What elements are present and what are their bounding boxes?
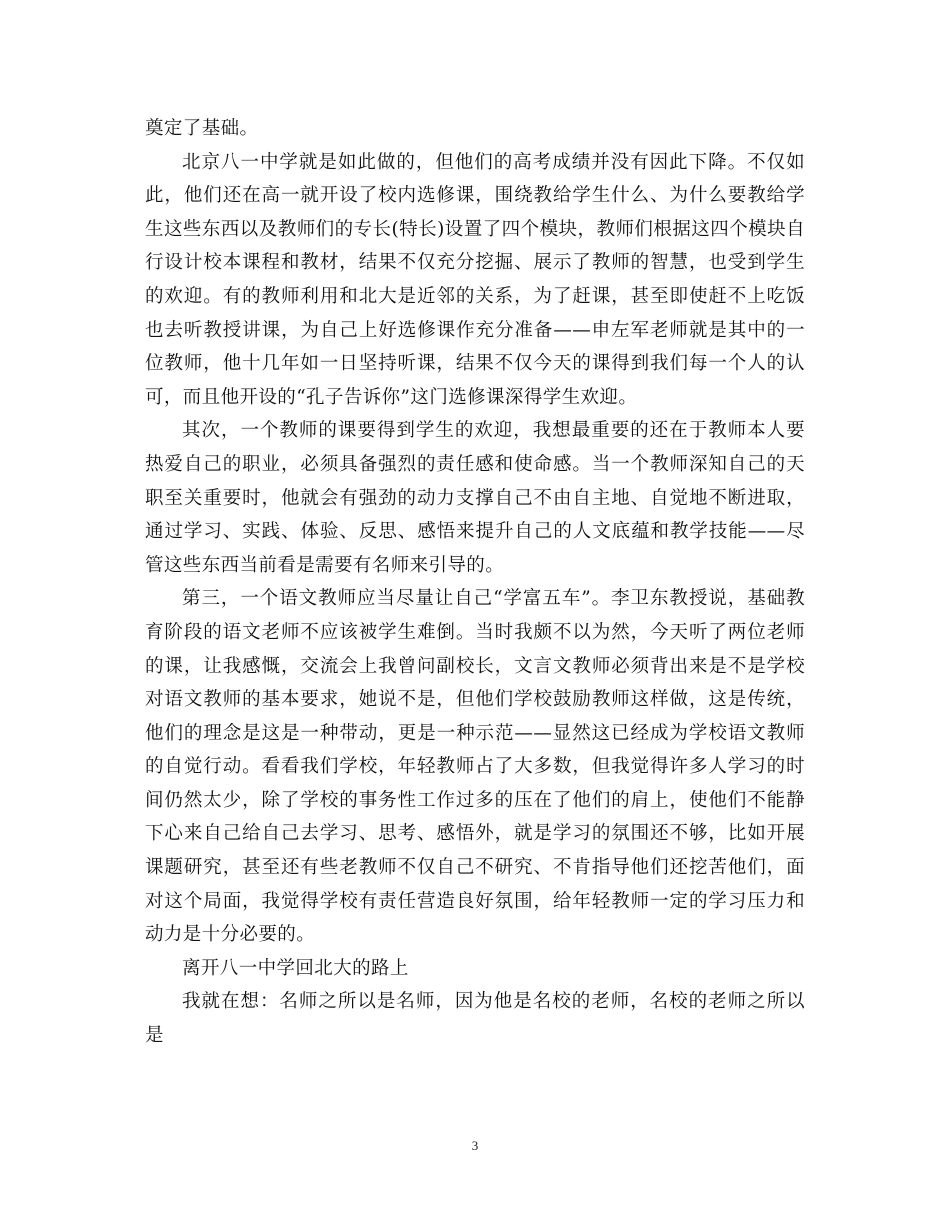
paragraph-bayi-school: 北京八一中学就是如此做的，但他们的高考成绩并没有因此下降。不仅如此，他们还在高一就开设了校内选修课，围绕教给学生什么、为什么要教给学生这些东西以及教师们的专长(特长)设置了四个模块，教师们根据这四个模块自行设计校本课程和教材，结果不仅充分挖掘、展示了教师的智慧，也受到学生的欢迎。有的教师利用和北大是近邻的关系，为了赶课，甚至即使赶不上吃饭也去听教授讲课，为自己上好选修课作充分准备——申左军老师就是其中的一位教师，他十几年如一日坚持听课，结果不仅今天的课得到我们每一个人的认可，而且他开设的“孔子告诉你”这门选修课深得学生欢迎。 [145,151,805,408]
paragraph-continuation: 奠定了基础。 [145,118,259,139]
paragraph-reflection: 我就在想：名师之所以是名师，因为他是名校的老师，名校的老师之所以是 [145,991,805,1047]
paragraph-third-point: 第三，一个语文教师应当尽量让自己“学富五车”。李卫东教授说，基础教育阶段的语文老师不应该被学生难倒。当时我颇不以为然，今天听了两位老师的课，让我感慨，交流会上我曾问副校长，文言文教师必须背出来是不是学校对语文教师的基本要求，她说不是，但他们学校鼓励教师这样做，这是传统，他们的理念是这是一种带动，更是一种示范——显然这已经成为学校语文教师的自觉行动。看看我们学校，年轻教师占了大多数，但我觉得许多人学习的时间仍然太少，除了学校的事务性工作过多的压在了他们的肩上，使他们不能静下心来自己给自己去学习、思考、感悟外，就是学习的氛围还不够，比如开展课题研究，甚至还有些老教师不仅自己不研究、不肯指导他们还挖苦他们，面对这个局面，我觉得学校有责任营造良好氛围，给年轻教师一定的学习压力和动力是十分必要的。 [145,588,805,946]
paragraph-on-the-way: 离开八一中学回北大的路上 [182,957,409,979]
document-body [145,112,805,1053]
paragraph-second-point: 其次，一个教师的课要得到学生的欢迎，我想最重要的还在于教师本人要热爱自己的职业，必须具备强烈的责任感和使命感。当一个教师深知自己的天职至关重要时，他就会有强劲的动力支撑自己不由自主地、自觉地不断进取，通过学习、实践、体验、反思、感悟来提升自己的人文底蕴和教学技能——尽管这些东西当前看是需要有名师来引导的。 [145,420,805,576]
page-number: 3 [471,1138,479,1153]
